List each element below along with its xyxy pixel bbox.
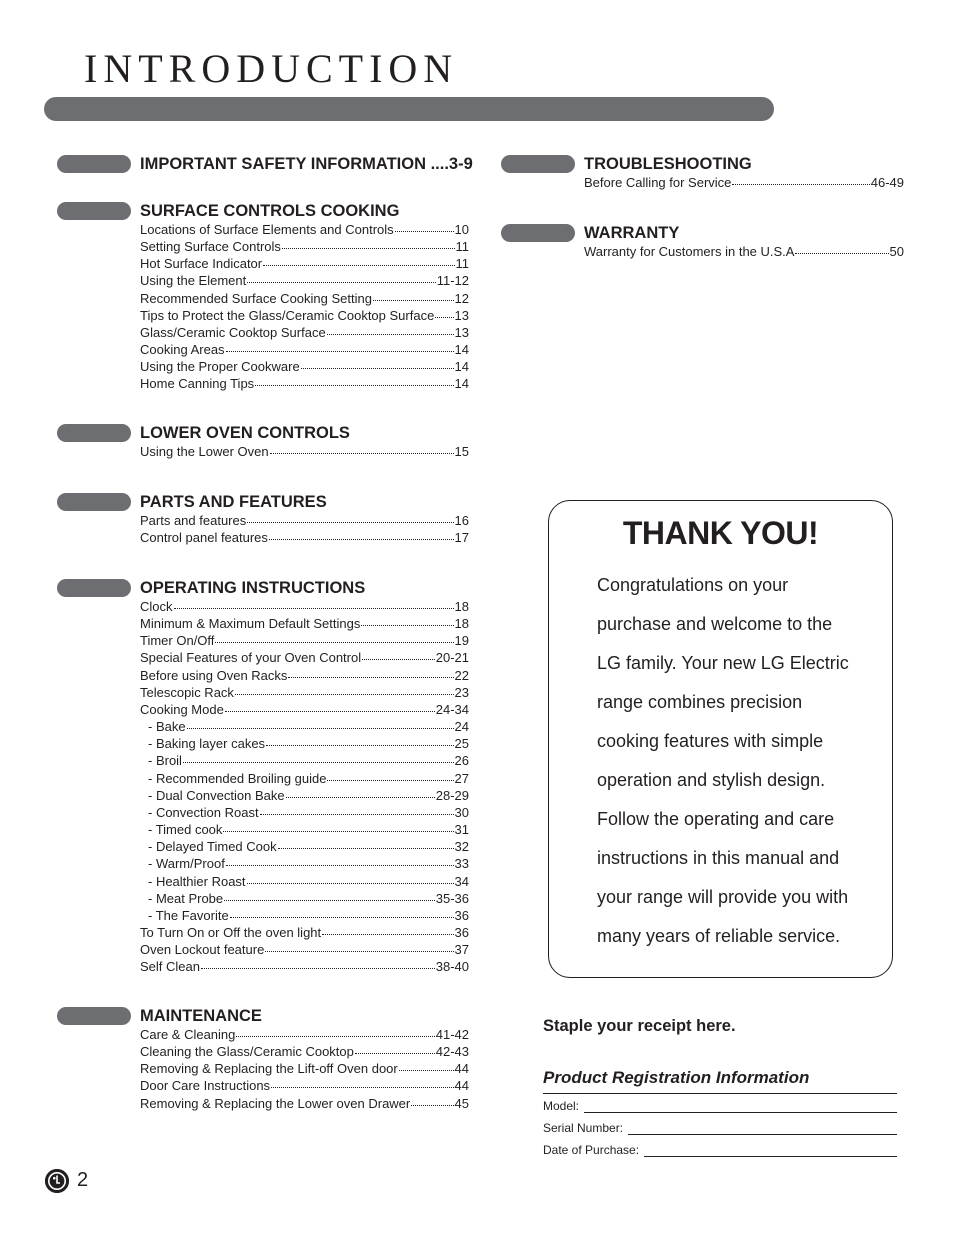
toc-entry (140, 890, 469, 907)
toc-entry (140, 958, 469, 975)
toc-entry-list (584, 243, 904, 260)
thank-you-box (548, 500, 893, 978)
toc-entry-page: 14 (454, 342, 469, 358)
model-write-line (584, 1100, 897, 1113)
toc-entry-label: Self Clean (140, 959, 200, 975)
serial-number-field (543, 1121, 897, 1135)
toc-entry-label: Before using Oven Racks (140, 667, 288, 683)
toc-entry-page: 28-29 (435, 787, 469, 803)
toc-dot-leader (271, 1076, 453, 1088)
toc-entry-page: 14 (454, 376, 469, 392)
toc-dot-leader (201, 957, 435, 969)
toc-entry-label: Minimum & Maximum Default Settings (140, 616, 361, 632)
toc-dot-leader (732, 173, 869, 185)
toc-entry-label: - Baking layer cakes (148, 736, 266, 752)
toc-entry (584, 243, 904, 260)
toc-entry-label: Using the Lower Oven (140, 444, 269, 459)
toc-dot-leader (266, 734, 453, 746)
toc-entry (140, 375, 469, 392)
toc-entry (140, 770, 469, 787)
toc-entry-label: - Convection Roast (148, 804, 259, 820)
toc-section (140, 493, 469, 546)
toc-entry-page: 12 (454, 290, 469, 306)
toc-entry-page: 34 (454, 873, 469, 889)
section-heading: LOWER OVEN CONTROLS (140, 424, 350, 442)
section-heading: SURFACE CONTROLS COOKING (140, 202, 400, 220)
toc-entry (140, 1043, 469, 1060)
toc-section (140, 1007, 469, 1112)
toc-entry-page: 14 (454, 359, 469, 375)
toc-entry-page: 33 (454, 856, 469, 872)
toc-dot-leader (226, 340, 454, 352)
toc-entry-label: Timer On/Off (140, 633, 215, 649)
toc-dot-leader (411, 1094, 453, 1106)
toc-entry-page: 23 (454, 684, 469, 700)
toc-entry-page: 22 (454, 667, 469, 683)
toc-entry-label: Tips to Protect the Glass/Ceramic Cooktop Surface (140, 307, 435, 323)
toc-dot-leader (226, 854, 454, 866)
toc-entry-label: Care & Cleaning (140, 1027, 236, 1042)
model-label: Model: (543, 1099, 580, 1113)
thank-you-line: Congratulations on your (597, 575, 789, 595)
toc-entry (140, 752, 469, 769)
toc-entry (140, 838, 469, 855)
toc-section (140, 579, 469, 975)
toc-entry-label: Special Features of your Oven Control (140, 650, 362, 666)
toc-entry (140, 221, 469, 238)
toc-entry-page: 41-42 (435, 1027, 469, 1042)
toc-entry-page: 42-43 (435, 1044, 469, 1060)
lg-logo-icon (45, 1169, 69, 1193)
section-heading: OPERATING INSTRUCTIONS (140, 579, 366, 597)
toc-entry-page: 15 (454, 444, 469, 459)
toc-dot-leader (225, 700, 435, 712)
section-tab-marker (57, 155, 131, 173)
toc-entry-list (140, 443, 469, 460)
toc-dot-leader (263, 254, 454, 266)
toc-entry-page: 38-40 (435, 959, 469, 975)
toc-entry-page: 44 (454, 1078, 469, 1094)
toc-entry-label: Telescopic Rack (140, 684, 234, 700)
toc-entry-page: 35-36 (435, 890, 469, 906)
toc-dot-leader (435, 306, 453, 318)
toc-section (140, 202, 469, 393)
toc-entry-label: Using the Element (140, 273, 247, 289)
toc-entry-label: Hot Surface Indicator (140, 256, 263, 272)
section-tab-marker (57, 493, 131, 511)
toc-entry (140, 307, 469, 324)
toc-entry-label: Recommended Surface Cooking Setting (140, 290, 372, 306)
section-tab-marker (501, 224, 575, 242)
section-heading: TROUBLESHOOTING (584, 155, 752, 173)
staple-receipt-note: Staple your receipt here. (543, 1017, 736, 1035)
toc-entry-page: 18 (454, 599, 469, 614)
toc-dot-leader (183, 751, 454, 763)
toc-entry (140, 238, 469, 255)
toc-entry (140, 735, 469, 752)
thank-you-line: operation and stylish design. (597, 770, 826, 790)
toc-entry (140, 941, 469, 958)
date-of-purchase-write-line (644, 1144, 897, 1157)
toc-entry (140, 255, 469, 272)
section-heading: PARTS AND FEATURES (140, 493, 327, 511)
toc-dot-leader (282, 237, 455, 249)
toc-dot-leader (301, 357, 454, 369)
thank-you-line: range combines precision (597, 692, 803, 712)
toc-entry-label: Before Calling for Service (584, 175, 732, 190)
toc-entry (140, 324, 469, 341)
toc-entry-label: - Bake (148, 719, 186, 735)
toc-entry-page: 16 (454, 513, 469, 528)
toc-entry-list (140, 221, 469, 393)
toc-entry-page: 24 (454, 719, 469, 735)
toc-entry-label: Oven Lockout feature (140, 942, 265, 958)
toc-entry (140, 598, 469, 615)
toc-entry-label: Setting Surface Controls (140, 239, 281, 255)
toc-entry-label: Home Canning Tips (140, 376, 255, 392)
toc-entry-label: To Turn On or Off the oven light (140, 924, 322, 940)
toc-entry (140, 341, 469, 358)
toc-entry (140, 615, 469, 632)
page-title: INTRODUCTION (84, 46, 459, 91)
toc-entry-page: 44 (454, 1061, 469, 1077)
toc-entry (140, 684, 469, 701)
thank-you-line: many years of reliable service. (597, 926, 841, 946)
toc-dot-leader (355, 1042, 435, 1054)
toc-entry-label: - Timed cook (148, 822, 223, 838)
toc-dot-leader (399, 1059, 454, 1071)
toc-entry-page: 46-49 (870, 175, 904, 190)
toc-entry (140, 873, 469, 890)
toc-entry-page: 10 (454, 222, 469, 237)
toc-entry-page: 24-34 (435, 701, 469, 717)
toc-entry-page: 17 (454, 530, 469, 546)
toc-entry (140, 924, 469, 941)
toc-dot-leader (288, 666, 453, 678)
toc-dot-leader (361, 614, 453, 626)
toc-entry-page: 36 (454, 907, 469, 923)
section-tab-marker (57, 1007, 131, 1025)
toc-entry (140, 821, 469, 838)
toc-entry-page: 36 (454, 924, 469, 940)
toc-entry-page: 32 (454, 839, 469, 855)
toc-entry-label: Cooking Areas (140, 342, 225, 358)
toc-section (584, 224, 904, 260)
toc-entry (140, 358, 469, 375)
toc-entry-label: - The Favorite (148, 907, 229, 923)
toc-dot-leader (187, 717, 454, 729)
registration-title-rule (543, 1093, 897, 1094)
toc-entry-page: 25 (454, 736, 469, 752)
toc-entry-label: Control panel features (140, 530, 268, 546)
toc-entry-list (140, 1026, 469, 1112)
toc-dot-leader (224, 889, 435, 901)
thank-you-title: THANK YOU! (622, 515, 819, 551)
toc-entry-list (140, 598, 469, 975)
toc-entry-label: Locations of Surface Elements and Controls (140, 222, 394, 237)
toc-entry-label: - Recommended Broiling guide (148, 770, 327, 786)
toc-entry-page: 30 (454, 804, 469, 820)
toc-entry-label: Glass/Ceramic Cooktop Surface (140, 324, 326, 340)
toc-dot-leader (327, 323, 454, 335)
toc-dot-leader (278, 837, 454, 849)
toc-dot-leader (286, 786, 435, 798)
section-tab-marker (57, 579, 131, 597)
toc-entry (140, 290, 469, 307)
thank-you-line: purchase and welcome to the (597, 614, 833, 634)
toc-entry-label: Warranty for Customers in the U.S.A (584, 244, 795, 259)
section-heading: IMPORTANT SAFETY INFORMATION ....3-9 (140, 155, 473, 173)
toc-entry-label: Removing & Replacing the Lower oven Drawer (140, 1095, 411, 1111)
toc-entry-page: 13 (454, 324, 469, 340)
toc-entry-page: 18 (454, 616, 469, 632)
section-tab-marker (57, 424, 131, 442)
toc-entry-page: 13 (454, 307, 469, 323)
thank-you-line: cooking features with simple (597, 731, 824, 751)
toc-entry-label: Removing & Replacing the Lift-off Oven door (140, 1061, 398, 1077)
toc-entry (140, 855, 469, 872)
toc-entry-label: - Dual Convection Bake (148, 787, 285, 803)
serial-number-write-line (628, 1122, 897, 1135)
toc-dot-leader (260, 803, 454, 815)
toc-dot-leader (174, 597, 454, 609)
toc-section (584, 155, 904, 191)
toc-entry (584, 174, 904, 191)
date-of-purchase-label: Date of Purchase: (543, 1143, 640, 1157)
toc-entry (140, 632, 469, 649)
toc-dot-leader (373, 289, 454, 301)
toc-entry-page: 27 (454, 770, 469, 786)
toc-entry-page: 45 (454, 1095, 469, 1111)
toc-entry-label: Cooking Mode (140, 701, 224, 717)
toc-entry (140, 649, 469, 666)
toc-dot-leader (322, 923, 453, 935)
toc-dot-leader (247, 872, 454, 884)
toc-entry-page: 50 (889, 244, 904, 259)
toc-dot-leader (247, 511, 453, 523)
toc-entry-label: Parts and features (140, 513, 247, 528)
toc-entry-page: 20-21 (435, 650, 469, 666)
toc-section (140, 155, 473, 173)
page-number: 2 (77, 1169, 89, 1191)
toc-dot-leader (247, 271, 435, 283)
toc-dot-leader (362, 648, 435, 660)
toc-entry (140, 804, 469, 821)
toc-entry-label: Cleaning the Glass/Ceramic Cooktop (140, 1044, 354, 1060)
toc-entry-page: 19 (454, 633, 469, 649)
toc-entry-label: - Warm/Proof (148, 856, 225, 872)
toc-entry (140, 1060, 469, 1077)
toc-dot-leader (223, 820, 453, 832)
toc-entry-label: Using the Proper Cookware (140, 359, 300, 375)
toc-entry (140, 272, 469, 289)
toc-entry-list (140, 512, 469, 546)
section-tab-marker (57, 202, 131, 220)
toc-dot-leader (795, 242, 888, 254)
toc-entry-label: - Healthier Roast (148, 873, 246, 889)
toc-entry (140, 907, 469, 924)
toc-entry (140, 512, 469, 529)
thank-you-line: instructions in this manual and (597, 848, 840, 868)
thank-you-line: Follow the operating and care (597, 809, 835, 829)
toc-entry (140, 718, 469, 735)
section-tab-marker (501, 155, 575, 173)
model-field (543, 1099, 897, 1113)
title-divider-bar (44, 97, 774, 121)
section-heading: WARRANTY (584, 224, 680, 242)
toc-entry (140, 1095, 469, 1112)
toc-entry-page: 11 (455, 256, 469, 272)
toc-dot-leader (270, 442, 454, 454)
toc-dot-leader (255, 374, 453, 386)
toc-entry (140, 1026, 469, 1043)
toc-entry-page: 31 (454, 822, 469, 838)
toc-dot-leader (269, 528, 454, 540)
date-of-purchase-field (543, 1143, 897, 1157)
toc-dot-leader (327, 769, 453, 781)
toc-entry-label: Clock (140, 599, 173, 614)
thank-you-line: LG family. Your new LG Electric (597, 653, 849, 673)
toc-dot-leader (215, 631, 453, 643)
toc-entry (140, 1077, 469, 1094)
serial-number-label: Serial Number: (543, 1121, 624, 1135)
thank-you-message (597, 566, 867, 956)
toc-dot-leader (235, 683, 454, 695)
toc-entry-label: Door Care Instructions (140, 1078, 271, 1094)
section-heading: MAINTENANCE (140, 1007, 262, 1025)
toc-dot-leader (230, 906, 454, 918)
toc-dot-leader (395, 220, 454, 232)
toc-entry-page: 11-12 (436, 273, 469, 289)
toc-entry-page: 11 (455, 239, 469, 255)
toc-entry (140, 667, 469, 684)
toc-entry-label: - Delayed Timed Cook (148, 839, 277, 855)
toc-dot-leader (236, 1025, 434, 1037)
toc-entry (140, 529, 469, 546)
toc-entry (140, 787, 469, 804)
toc-entry-label: - Broil (148, 753, 182, 769)
toc-entry (140, 443, 469, 460)
toc-entry-label: - Meat Probe (148, 890, 224, 906)
toc-entry (140, 701, 469, 718)
toc-section (140, 424, 469, 460)
toc-entry-page: 37 (454, 942, 469, 958)
thank-you-line: your range will provide you with (597, 887, 849, 907)
toc-dot-leader (265, 940, 453, 952)
toc-entry-list (584, 174, 904, 191)
registration-title: Product Registration Information (543, 1068, 810, 1087)
toc-entry-page: 26 (454, 753, 469, 769)
